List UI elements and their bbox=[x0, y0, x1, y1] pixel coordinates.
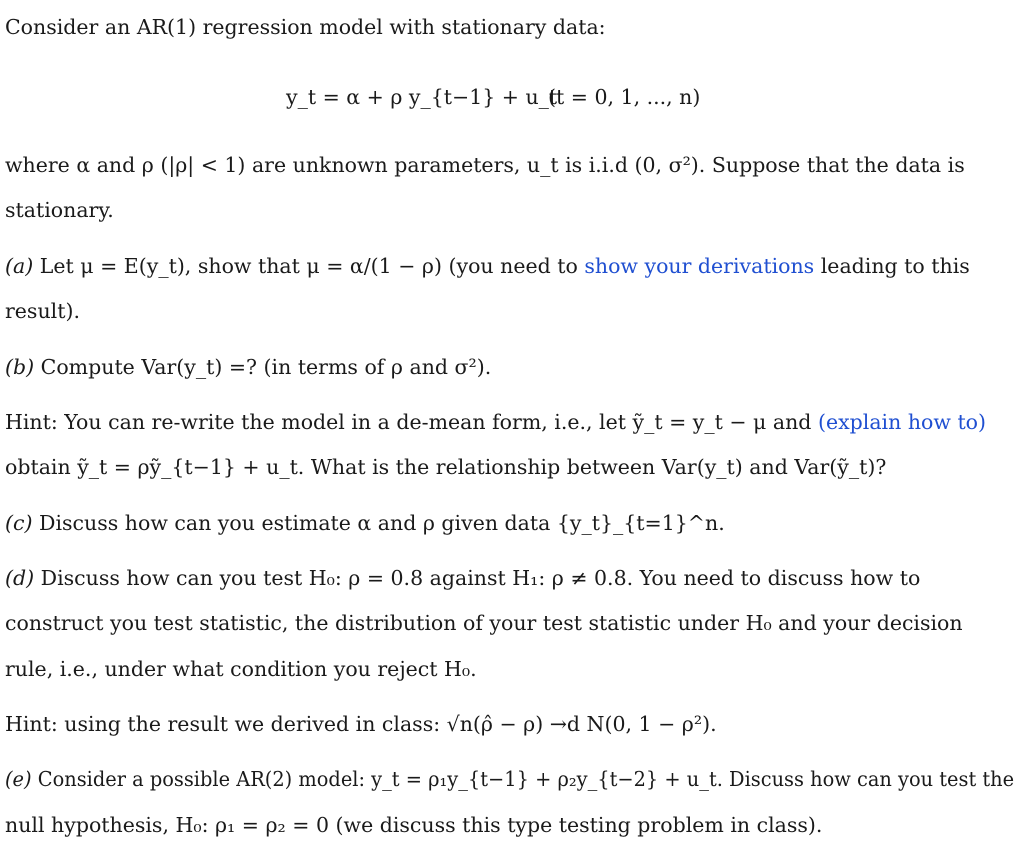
part-e-line-2: null hypothesis, H₀: ρ₁ = ρ₂ = 0 (we discuss this type testing problem in class). bbox=[5, 813, 823, 837]
part-d-label: (d) bbox=[5, 566, 35, 590]
intro-text: Consider an AR(1) regression model with stationary data: bbox=[5, 15, 606, 39]
part-e-line-1: Consider a possible AR(2) model: y_t = ρ₁y_{t−1} + ρ₂y_{t−2} + u_t. Discuss how can you test the bbox=[37, 767, 1015, 791]
part-d-line-3: rule, i.e., under what condition you reject H₀. bbox=[5, 657, 477, 681]
index-range: (t = 0, 1, ..., n) bbox=[548, 85, 701, 109]
part-b-text: Compute Var(y_t) =? (in terms of ρ and σ²). bbox=[40, 355, 492, 379]
hint-b bbox=[5, 409, 986, 435]
part-e-label: (e) bbox=[5, 767, 32, 791]
part-b bbox=[5, 354, 491, 380]
part-c-text: Discuss how can you estimate α and ρ given data {y_t}_{t=1}^n. bbox=[39, 511, 725, 535]
part-a-text-end: leading to this bbox=[820, 254, 970, 278]
part-e bbox=[5, 766, 1014, 792]
part-b-label: (b) bbox=[5, 355, 35, 379]
part-a-text: Let μ = E(y_t), show that μ = α/(1 − ρ) (you need to bbox=[39, 254, 578, 278]
hint-b-continuation: obtain ỹ_t = ρỹ_{t−1} + u_t. What is the relationship between Var(y_t) and Var(ỹ_t)? bbox=[5, 455, 887, 479]
part-c bbox=[5, 510, 725, 536]
show-derivations-link[interactable]: show your derivations bbox=[584, 254, 815, 278]
part-a-label: (a) bbox=[5, 254, 34, 278]
part-a bbox=[5, 253, 970, 279]
part-d bbox=[5, 565, 920, 591]
hint-b-text: Hint: You can re-write the model in a de-mean form, i.e., let ỹ_t = y_t − μ and bbox=[5, 410, 812, 434]
explain-how-to-link[interactable]: (explain how to) bbox=[817, 410, 987, 434]
assumptions-line-1: where α and ρ (|ρ| < 1) are unknown parameters, u_t is i.i.d (0, σ²). Suppose that the data is bbox=[5, 153, 965, 177]
part-a-continuation: result). bbox=[5, 299, 80, 323]
part-d-line-1: Discuss how can you test H₀: ρ = 0.8 against H₁: ρ ≠ 0.8. You need to discuss how to bbox=[40, 566, 921, 590]
assumptions-line-2: stationary. bbox=[5, 198, 114, 222]
part-c-label: (c) bbox=[5, 511, 33, 535]
hint-d: Hint: using the result we derived in class: √n(ρ̂ − ρ) →d N(0, 1 − ρ²). bbox=[5, 712, 717, 736]
part-d-line-2: construct you test statistic, the distribution of your test statistic under H₀ and your decision bbox=[5, 611, 963, 635]
model-equation: y_t = α + ρ y_{t−1} + u_t bbox=[286, 85, 558, 109]
